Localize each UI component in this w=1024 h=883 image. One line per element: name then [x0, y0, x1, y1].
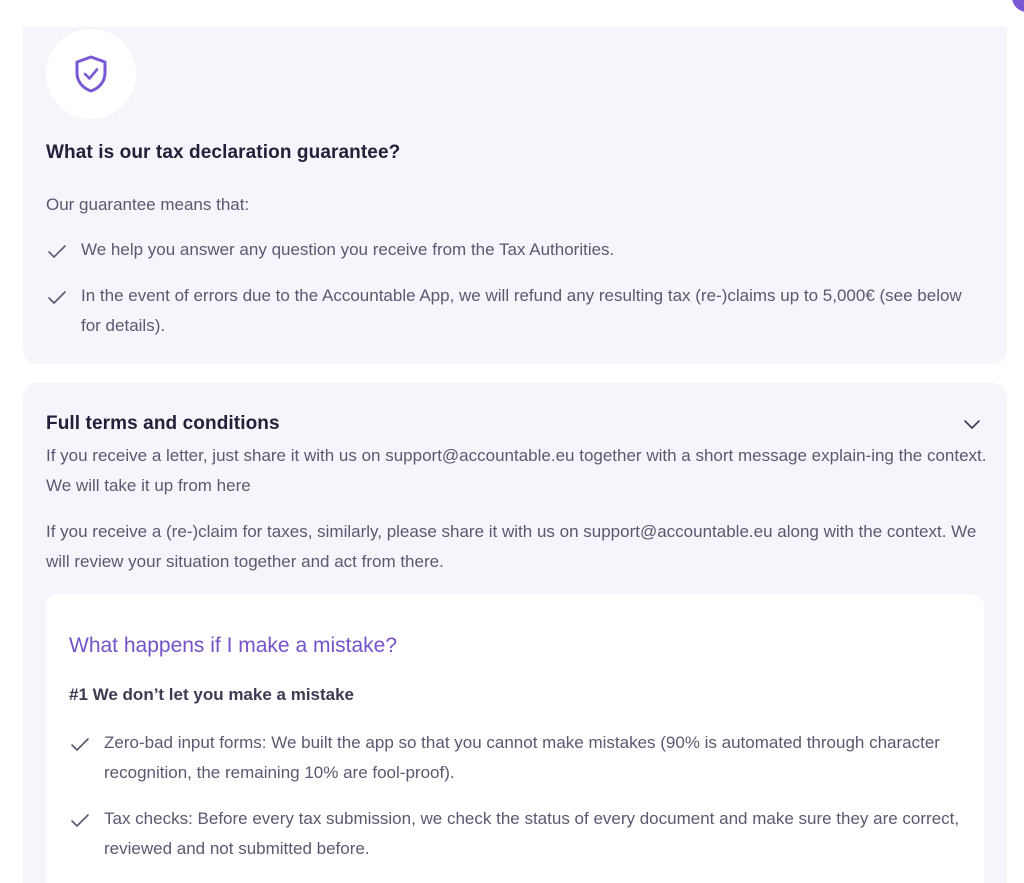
list-item	[46, 281, 986, 341]
guarantee-title: What is our tax declaration guarantee?	[46, 142, 401, 163]
mistake-subhead: #1 We don’t let you make a mistake	[69, 685, 355, 704]
list-item-text: We help you answer any question you receive from the Tax Authorities.	[81, 240, 615, 259]
checkmark-icon	[46, 242, 68, 260]
mistake-card	[46, 594, 984, 883]
list-item	[69, 804, 969, 864]
guarantee-card	[23, 27, 1007, 364]
list-item-text: Zero-bad input forms: We built the app so that you cannot make mistakes (90% is automated through character recognition, the remaining 10% are fool-proof).	[104, 733, 940, 782]
mistake-list	[69, 728, 969, 880]
guarantee-intro: Our guarantee means that:	[46, 195, 250, 214]
shield-check-icon	[69, 52, 113, 96]
guarantee-list	[46, 235, 986, 357]
mistake-title: What happens if I make a mistake?	[69, 634, 397, 657]
checkmark-icon	[69, 735, 91, 753]
list-item	[69, 728, 969, 788]
checkmark-icon	[69, 811, 91, 829]
shield-badge	[46, 29, 136, 119]
list-item	[46, 235, 986, 265]
terms-paragraph-letter: If you receive a letter, just share it with us on support@accountable.eu together with a short message explain-ing the context. We will take it up from here	[46, 446, 987, 495]
list-item-text: In the event of errors due to the Accountable App, we will refund any resulting tax (re-)claims up to 5,000€ (see below for details).	[81, 286, 962, 335]
list-item-text: Tax checks: Before every tax submission, we check the status of every document and make sure they are correct, reviewed and not submitted before.	[104, 809, 960, 858]
terms-paragraph-claim: If you receive a (re-)claim for taxes, similarly, please share it with us on support@accountable.eu along with the context. We will review your situation together and act from there.	[46, 522, 977, 571]
terms-card	[23, 383, 1007, 883]
checkmark-icon	[46, 288, 68, 306]
avatar[interactable]	[1012, 0, 1024, 12]
terms-title[interactable]: Full terms and conditions	[46, 413, 280, 434]
chevron-down-icon[interactable]	[963, 417, 981, 431]
